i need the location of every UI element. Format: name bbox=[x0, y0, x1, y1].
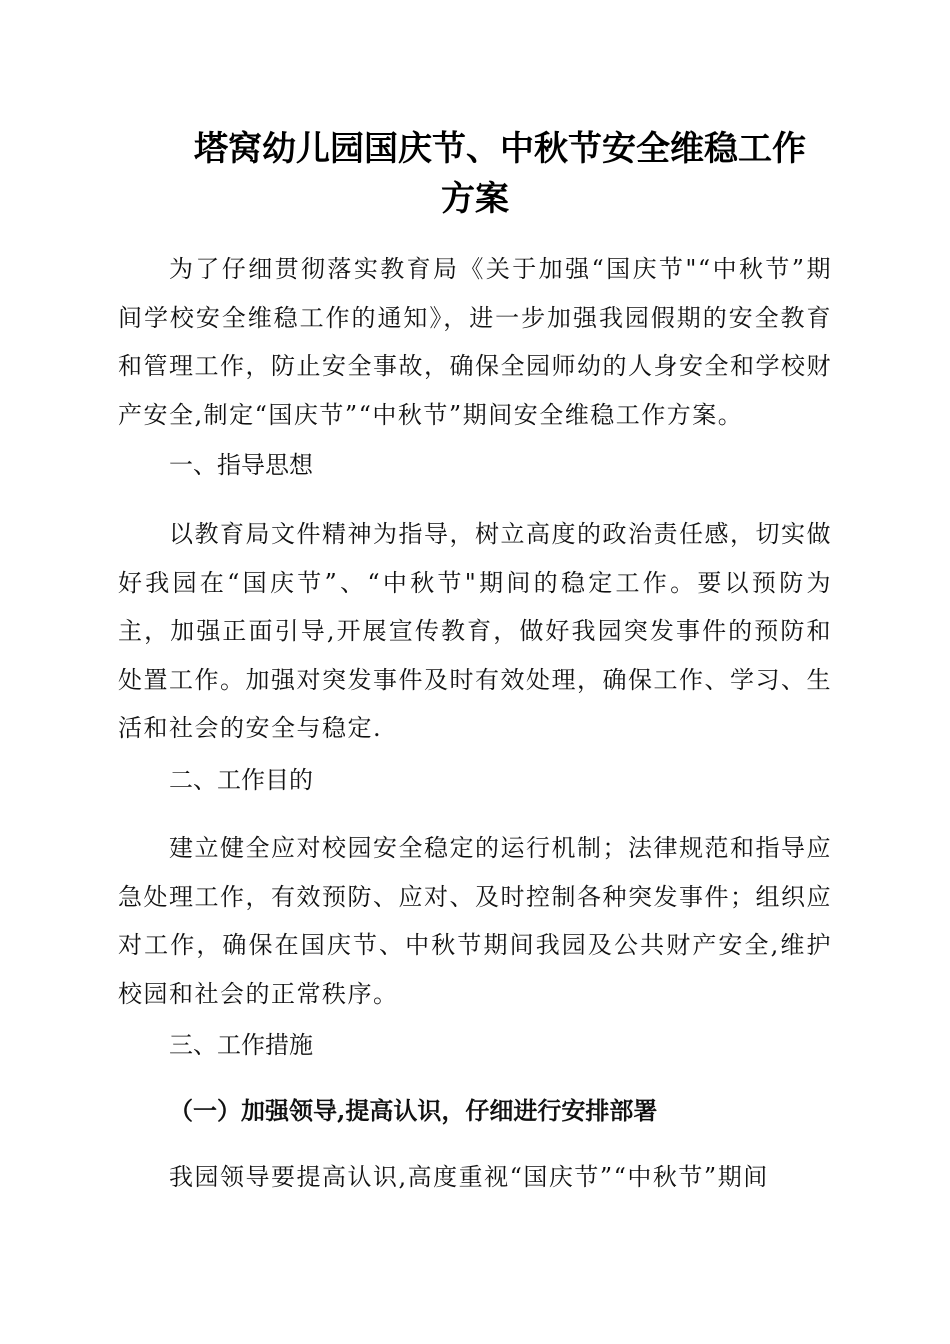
section-heading-work-measures: 三、工作措施 bbox=[169, 1031, 313, 1059]
subsection-heading-leadership: （一）加强领导,提高认识，仔细进行安排部署 bbox=[169, 1096, 658, 1125]
section-body-work-purpose: 建立健全应对校园安全稳定的运行机制；法律规范和指导应急处理工作，有效预防、应对、及时控制各种突发事件；组织应对工作，确保在国庆节、中秋节期间我园及公共财产安全,维护校园和社会的正常秩序。 bbox=[118, 834, 832, 1008]
intro-paragraph: 为了仔细贯彻落实教育局《关于加强“国庆节"“中秋节”期间学校安全维稳工作的通知》，进一步加强我园假期的安全教育和管理工作，防止安全事故，确保全园师幼的人身安全和学校财产安全,制定“国庆节”“中秋节”期间安全维稳工作方案。 bbox=[118, 255, 832, 429]
section-heading-work-purpose: 二、工作目的 bbox=[169, 766, 313, 794]
section-body-guiding-ideology: 以教育局文件精神为指导，树立高度的政治责任感，切实做好我园在“国庆节”、“中秋节"期间的稳定工作。要以预防为主，加强正面引导,开展宣传教育，做好我园突发事件的预防和处置工作。加强对突发事件及时有效处理，确保工作、学习、生活和社会的安全与稳定. bbox=[118, 520, 832, 742]
subsection-body-leadership: 我园领导要提高认识,高度重视“国庆节”“中秋节”期间 bbox=[169, 1163, 769, 1191]
section-heading-guiding-ideology: 一、指导思想 bbox=[169, 451, 313, 479]
document-title-line-2: 方案 bbox=[441, 179, 509, 219]
document-title-line-1: 塔窝幼儿园国庆节、中秋节安全维稳工作 bbox=[194, 129, 806, 169]
